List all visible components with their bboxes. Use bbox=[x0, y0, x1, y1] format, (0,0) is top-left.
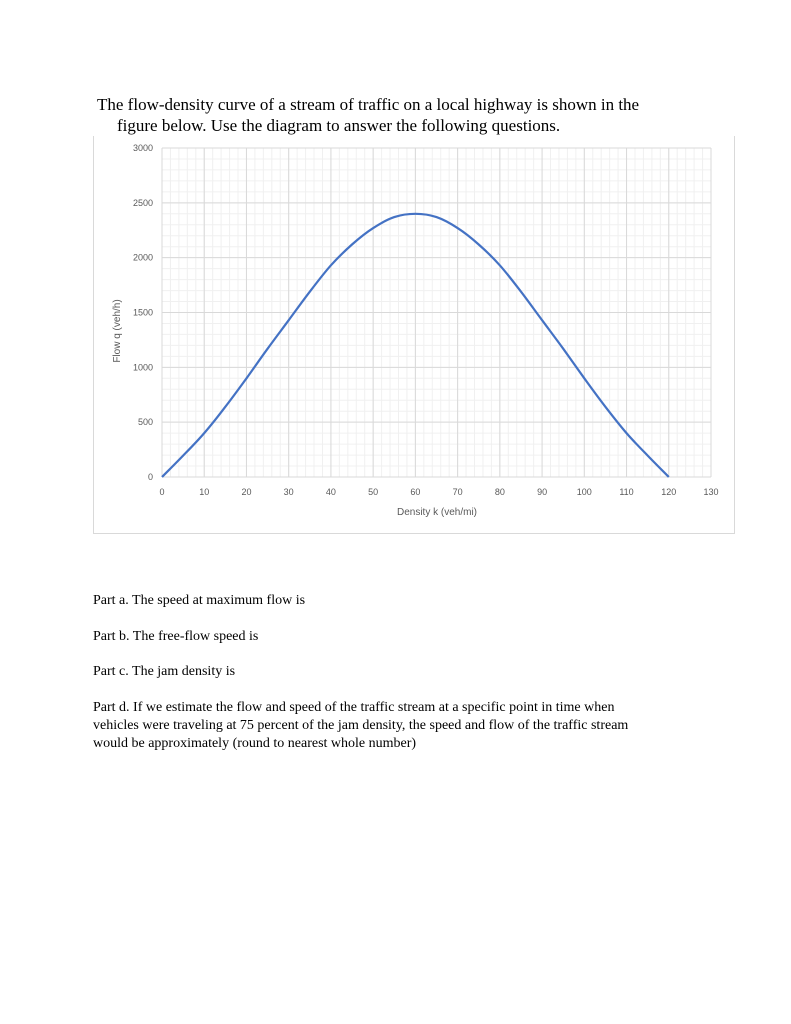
x-tick-label: 20 bbox=[241, 487, 252, 497]
y-tick-label: 500 bbox=[137, 417, 153, 428]
y-tick-label: 2500 bbox=[132, 197, 153, 208]
intro-line-1: The flow-density curve of a stream of traffic on a local highway is shown in the bbox=[97, 95, 640, 114]
x-tick-label: 10 bbox=[199, 487, 210, 497]
intro-line-2: figure below. Use the diagram to answer the following questions. bbox=[117, 116, 561, 135]
y-tick-label: 2000 bbox=[132, 252, 153, 263]
flow-density-chart bbox=[94, 136, 734, 533]
y-tick-label: 1500 bbox=[132, 307, 153, 318]
y-tick-label: 3000 bbox=[132, 143, 153, 153]
x-tick-label: 110 bbox=[619, 487, 634, 497]
x-tick-label: 50 bbox=[368, 487, 379, 497]
question-part-d-line-1: Part d. If we estimate the flow and speed of the traffic stream at a specific point in time when bbox=[93, 700, 615, 715]
x-axis-label: Density k (veh/mi) bbox=[396, 507, 478, 518]
question-part-b: Part b. The free-flow speed is bbox=[93, 629, 259, 644]
x-tick-label: 90 bbox=[537, 487, 548, 497]
y-tick-label: 1000 bbox=[132, 362, 153, 373]
question-part-c: Part c. The jam density is bbox=[93, 664, 236, 679]
x-tick-label: 0 bbox=[159, 487, 165, 497]
x-tick-label: 70 bbox=[452, 487, 463, 497]
x-tick-label: 60 bbox=[410, 487, 421, 497]
question-part-a: Part a. The speed at maximum flow is bbox=[93, 593, 306, 608]
problem-intro bbox=[97, 94, 697, 136]
question-part-d bbox=[93, 699, 703, 753]
x-tick-label: 80 bbox=[494, 487, 505, 497]
x-tick-label: 40 bbox=[325, 487, 336, 497]
y-axis-label: Flow q (veh/h) bbox=[112, 299, 123, 363]
x-tick-label: 100 bbox=[576, 487, 592, 497]
x-tick-label: 120 bbox=[661, 487, 677, 497]
y-tick-label: 0 bbox=[147, 472, 153, 482]
chart-container bbox=[93, 136, 735, 534]
question-part-d-line-2: vehicles were traveling at 75 percent of the jam density, the speed and flow of the traffic stream bbox=[93, 718, 629, 733]
x-tick-label: 130 bbox=[703, 487, 719, 497]
x-tick-label: 30 bbox=[283, 487, 294, 497]
question-part-d-line-3: would be approximately (round to nearest whole number) bbox=[93, 736, 417, 751]
